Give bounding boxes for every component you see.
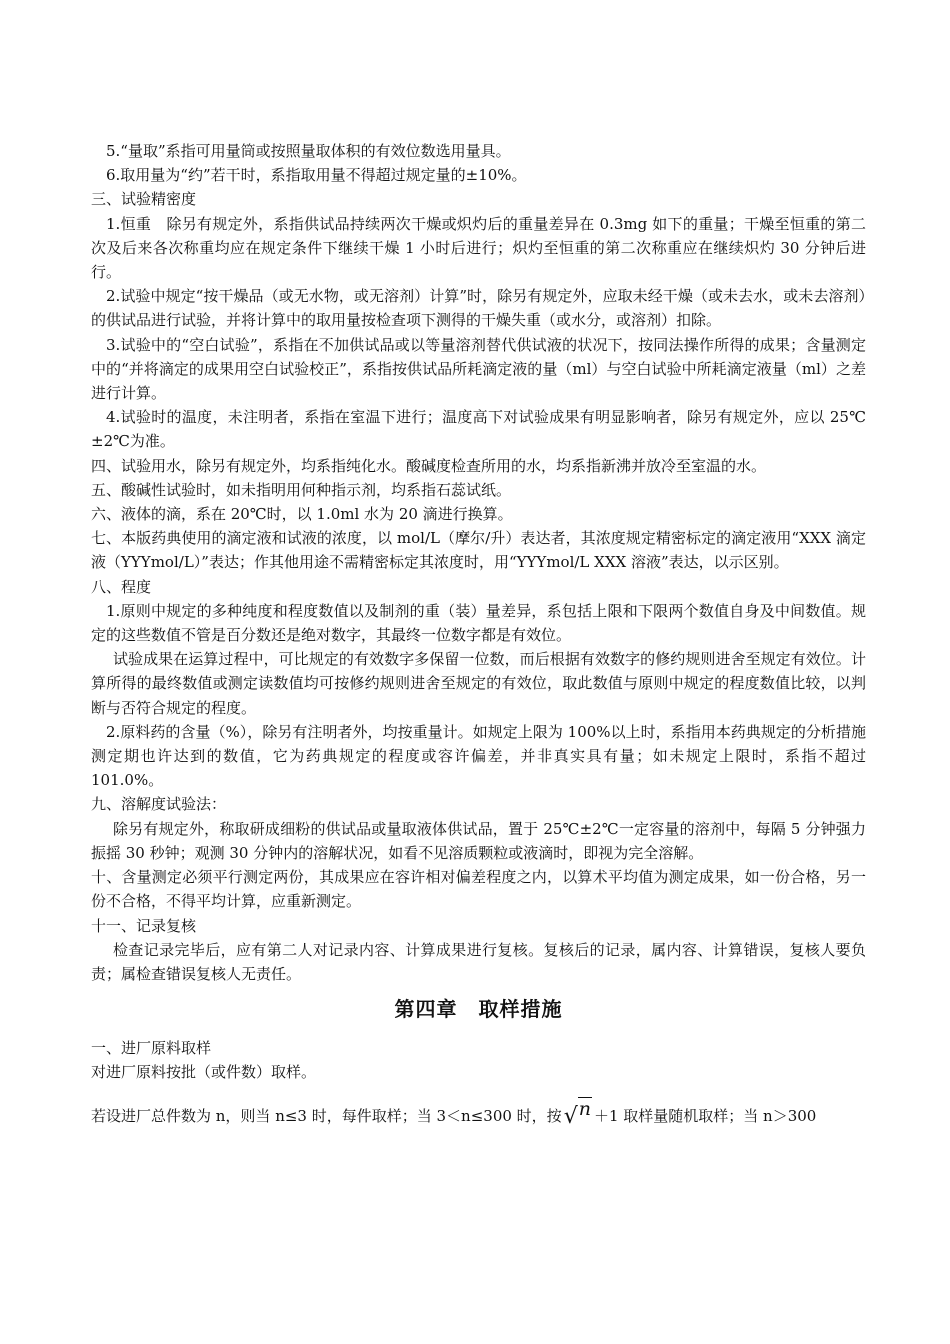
paragraph: 2.原料药的含量（%），除另有注明者外，均按重量计。如规定上限为 100%以上时，系指用本药典规定的分析措施测定期也许达到的数值，它为药典规定的程度或容许偏差，并非真实具有量；如未规定上限时，系指不超过 101.0%。 [91,722,866,790]
section-heading: 一、进厂原料取样 [91,1039,212,1058]
paragraph: 五、酸碱性试验时，如未指明用何种指示剂，均系指石蕊试纸。 [91,480,512,499]
paragraph: 试验成果在运算过程中，可比规定的有效数字多保留一位数，而后根据有效数字的修约规则进舍至规定有效位。计算所得的最终数值或测定读数值均可按修约规则进舍至规定的有效位，取此数值与原则中规定的程度数值比较，以判断与否符合规定的程度。 [91,650,866,717]
formula-text-after: ＋1 取样量随机取样；当 n＞300 [593,1106,817,1125]
paragraph: 5.“量取”系指可用量筒或按照量取体积的有效位数选用量具。 [106,142,511,160]
paragraph: 2.试验中规定“按干燥品（或无水物，或无溶剂）计算”时，除另有规定外，应取未经干燥（或未去水，或未去溶剂）的供试品进行试验，并将计算中的取用量按检查项下测得的干燥失重（或水分，或溶剂）扣除。 [91,287,866,330]
paragraph: 九、溶解度试验法： [91,795,227,814]
document-page [91,139,866,1129]
formula-text-before: 若设进厂总件数为 n，则当 n≤3 时，每件取样；当 3＜n≤300 时，按 [91,1106,562,1125]
paragraph: 检查记录完毕后，应有第二人对记录内容、计算成果进行复核。复核后的记录，属内容、计算错误，复核人要负责；属检查错误复核人无责任。 [91,940,866,983]
paragraph: 除另有规定外，称取研成细粉的供试品或量取液体供试品，置于 25℃±2℃一定容量的溶剂中，每隔 5 分钟强力振摇 30 秒钟；观测 30 分钟内的溶解状况，如看不见溶质颗粒或液滴时，即视为完全溶解。 [91,819,866,862]
paragraph: 1.恒重 除另有规定外，系指供试品持续两次干燥或炽灼后的重量差异在 0.3mg 如下的重量；干燥至恒重的第二次及后来各次称重均应在规定条件下继续干燥 1 小时后进行；炽灼至恒重的第二次称重应在继续炽灼 30 分钟后进行。 [91,214,866,282]
sqrt-expression [564,1097,592,1129]
paragraph: 3.试验中的“空白试验”，系指在不加供试品或以等量溶剂替代供试液的状况下，按同法操作所得的成果；含量测定中的“并将滴定的成果用空白试验校正”，系指按供试品所耗滴定液的量（ml）与空白试验中所耗滴定液量（ml）之差进行计算。 [91,335,866,403]
paragraph: 6.取用量为“约”若干时，系指取用量不得超过规定量的±10%。 [106,166,527,185]
paragraph: 十一、记录复核 [91,916,197,935]
paragraph: 七、本版药典使用的滴定液和试液的浓度，以 mol/L（摩尔/升）表达者，其浓度规定精密标定的滴定液用“XXX 滴定液（YYYmol/L）”表达；作其他用途不需精密标定其浓度时，用“YYYmol/L XXX 溶液”表达，以示区别。 [91,529,866,572]
paragraph: 四、试验用水，除另有规定外，均系指纯化水。酸碱度检查所用的水，均系指新沸并放冷至室温的水。 [91,456,767,475]
sampling-formula-line [91,1097,866,1129]
paragraph: 对进厂原料按批（或件数）取样。 [91,1063,317,1082]
paragraph: 4.试验时的温度，未注明者，系指在室温下进行；温度高下对试验成果有明显影响者，除另有规定外，应以 25℃±2℃为准。 [91,408,866,451]
paragraph: 八、程度 [91,577,152,596]
paragraph: 六、液体的滴，系在 20℃时，以 1.0ml 水为 20 滴进行换算。 [91,505,513,524]
chapter-title: 第四章 取样措施 [394,997,563,1022]
radicand: n [578,1097,591,1120]
paragraph: 三、试验精密度 [91,190,197,209]
paragraph: 十、含量测定必须平行测定两份，其成果应在容许相对偏差程度之内，以算术平均值为测定成果，如一份合格，另一份不合格，不得平均计算，应重新测定。 [91,868,866,911]
body-paragraphs [91,139,866,986]
radical-sign: √ [563,1103,578,1129]
paragraph: 1.原则中规定的多种纯度和程度数值以及制剂的重（装）量差异，系包括上限和下限两个数值自身及中间数值。规定的这些数值不管是百分数还是绝对数字，其最终一位数字都是有效位。 [91,601,866,645]
